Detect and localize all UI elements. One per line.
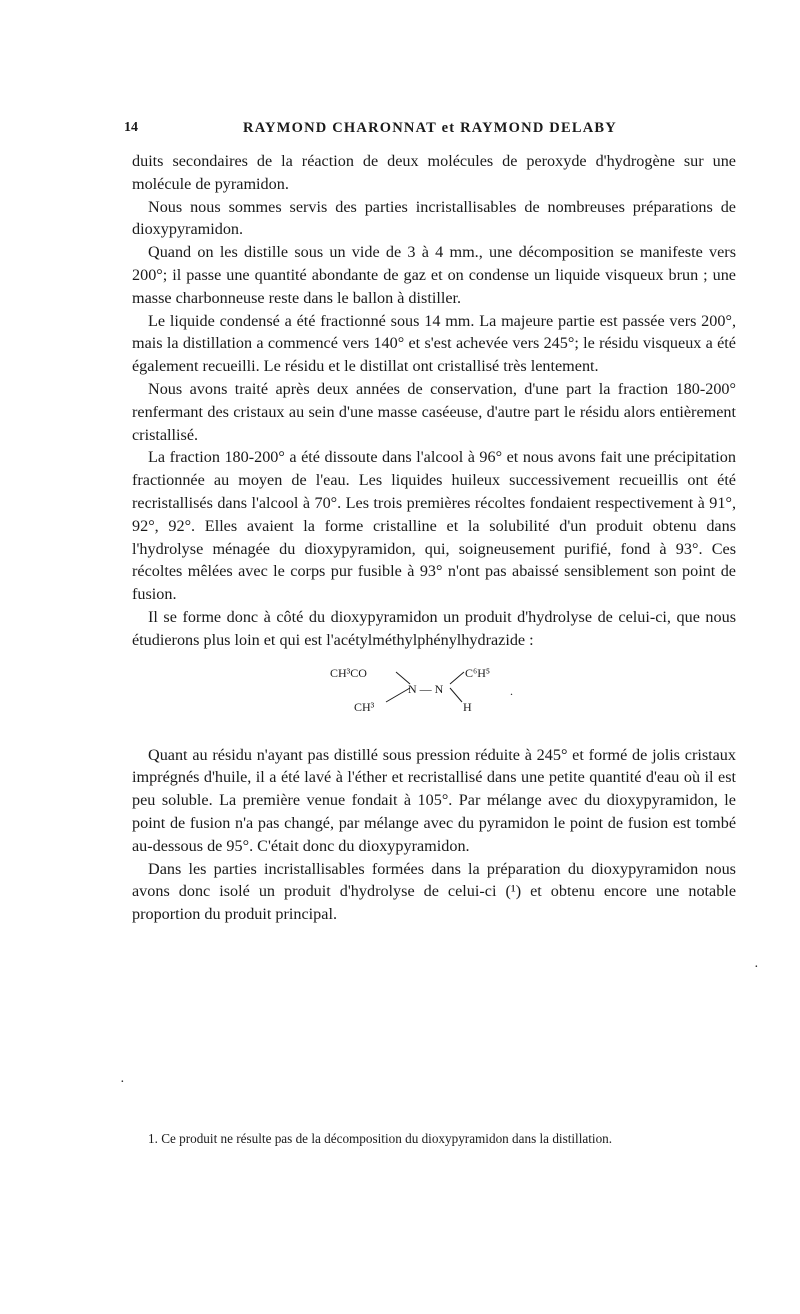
page-number: 14 [124, 120, 138, 135]
margin-mark: · [754, 960, 759, 975]
paragraph: Il se forme donc à côté du dioxypyramidon un produit d'hydrolyse de celui-ci, que nous étudierons plus loin et qui est l'acétylméthylphénylhydrazide : [132, 607, 736, 649]
paragraph: duits secondaires de la réaction de deux molécules de peroxyde d'hydrogène sur une molécule de pyramidon. [132, 152, 736, 193]
paragraph: Le liquide condensé a été fractionné sous 14 mm. La majeure partie est passée vers 200°, mais la distillation a commencé vers 140° et s'est achevée vers 245°; le résidu visqueux a été également recueilli. Le résidu et le distillat ont cristallisé très lentement. [132, 311, 736, 376]
page-header [124, 120, 736, 140]
body-text [132, 150, 736, 926]
paragraph: La fraction 180-200° a été dissoute dans l'alcool à 96° et nous avons fait une précipitation fractionnée au moyen de l'eau. Les liquides huileux successivement recueillis ont été recristallisés dans l'alcool à 70°. Les trois premières récoltes fondaient respectivement à 91°, 92°, 92°. Elles avaient la forme cristalline et la solubilité d'un produit obtenu dans l'hydrolyse ménagée du dioxypyramidon, qui, soigneusement purifié, fond à 93°. Ces récoltes mêlées avec le corps pur fusible à 93° n'ont pas abaissé sensiblement son point de fusion. [132, 448, 736, 604]
formula-methyl: CH³ [354, 699, 375, 714]
footnote: 1. Ce produit ne résulte pas de la décomposition du dioxypyramidon dans la distillation. [148, 1131, 613, 1146]
formula-phenyl: C⁶H⁵ [465, 665, 491, 680]
paragraph: Nous nous sommes servis des parties incristallisables de nombreuses préparations de dioxypyramidon. [132, 197, 736, 239]
paragraph: Dans les parties incristallisables formées dans la préparation du dioxypyramidon nous avons donc isolé un produit d'hydrolyse de celui-ci (¹) et obtenu encore une notable proportion du produit principal. [132, 859, 736, 924]
formula-nn: N — N [408, 681, 444, 696]
margin-mark: · [120, 1075, 125, 1090]
formula-acetyl: CH³CO [330, 665, 367, 680]
paragraph: Quant au résidu n'ayant pas distillé sous pression réduite à 245° et formé de jolis cristaux imprégnés d'huile, il a été lavé à l'éther et recristallisé dans une petite quantité d'eau où il est peu soluble. La première venue fondait à 105°. Par mélange avec du dioxypyramidon, le point de fusion n'a pas changé, par mélange avec du pyramidon le point de fusion est tombé au-dessous de 95°. C'était donc du dioxypyramidon. [132, 745, 736, 855]
paragraph: Quand on les distille sous un vide de 3 à 4 mm., une décomposition se manifeste vers 200°; il passe une quantité abondante de gaz et on condense un liquide visqueux brun ; une masse charbonneuse reste dans le ballon à distiller. [132, 243, 736, 307]
formula-hydrogen: H [463, 699, 472, 714]
running-title: RAYMOND CHARONNAT et RAYMOND DELABY [243, 120, 617, 136]
formula-period: . [510, 683, 513, 698]
paragraph: Nous avons traité après deux années de conservation, d'une part la fraction 180-200° renfermant des cristaux au sein d'une masse caséeuse, d'autre part le résidu alors entièrement cristallisé. [132, 379, 736, 444]
chemical-formula [132, 660, 736, 724]
